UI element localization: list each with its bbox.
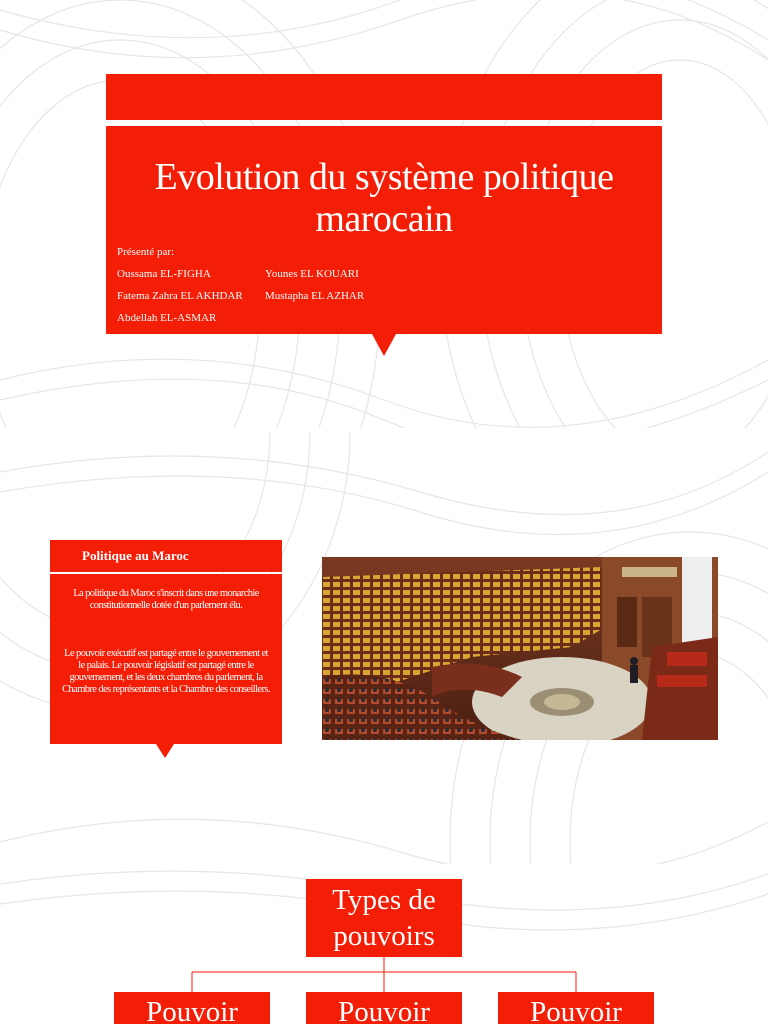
- presenter-name: Fatema Zahra EL AKHDAR: [117, 290, 243, 302]
- powers-slide: [0, 864, 768, 1024]
- presentation-title: Evolution du système politique marocain: [154, 156, 614, 240]
- power-node-label: Pouvoir: [338, 996, 430, 1024]
- section-heading-box: [50, 540, 282, 572]
- title-box: [106, 126, 662, 334]
- presenter-name: Abdellah EL-ASMAR: [117, 312, 217, 324]
- header-bar: [106, 74, 662, 120]
- description-box: [50, 574, 282, 744]
- presenter-name: Oussama EL-FIGHA: [117, 268, 211, 280]
- paragraph-1: La politique du Maroc s'inscrit dans une monarchie constitutionnelle dotée d'un parlement élu.: [73, 588, 259, 611]
- callout-pointer: [156, 744, 174, 758]
- powers-root-label: Types de pouvoirs: [332, 884, 436, 952]
- title-slide: [0, 0, 768, 428]
- paragraph-2: Le pouvoir exécutif est partagé entre le gouvernement et le palais. Le pouvoir législatif est partagé entre le gouvernement, et les deux chambres du parlement, la Chambre des représentants et la Chambre des conseillers.: [62, 648, 270, 695]
- power-node: [498, 992, 654, 1024]
- presenter-name: Mustapha EL AZHAR: [265, 290, 365, 302]
- section-heading: Politique au Maroc: [82, 548, 189, 563]
- power-node: [114, 992, 270, 1024]
- power-node-label: Pouvoir: [146, 996, 238, 1024]
- parliament-chamber-photo: [322, 557, 718, 740]
- presenter-name: Younes EL KOUARI: [265, 268, 359, 280]
- politics-slide: [0, 432, 768, 864]
- power-node-label: Pouvoir: [530, 996, 622, 1024]
- power-node: [306, 992, 462, 1024]
- presenters-label: Présenté par:: [117, 246, 175, 258]
- callout-pointer: [372, 334, 396, 356]
